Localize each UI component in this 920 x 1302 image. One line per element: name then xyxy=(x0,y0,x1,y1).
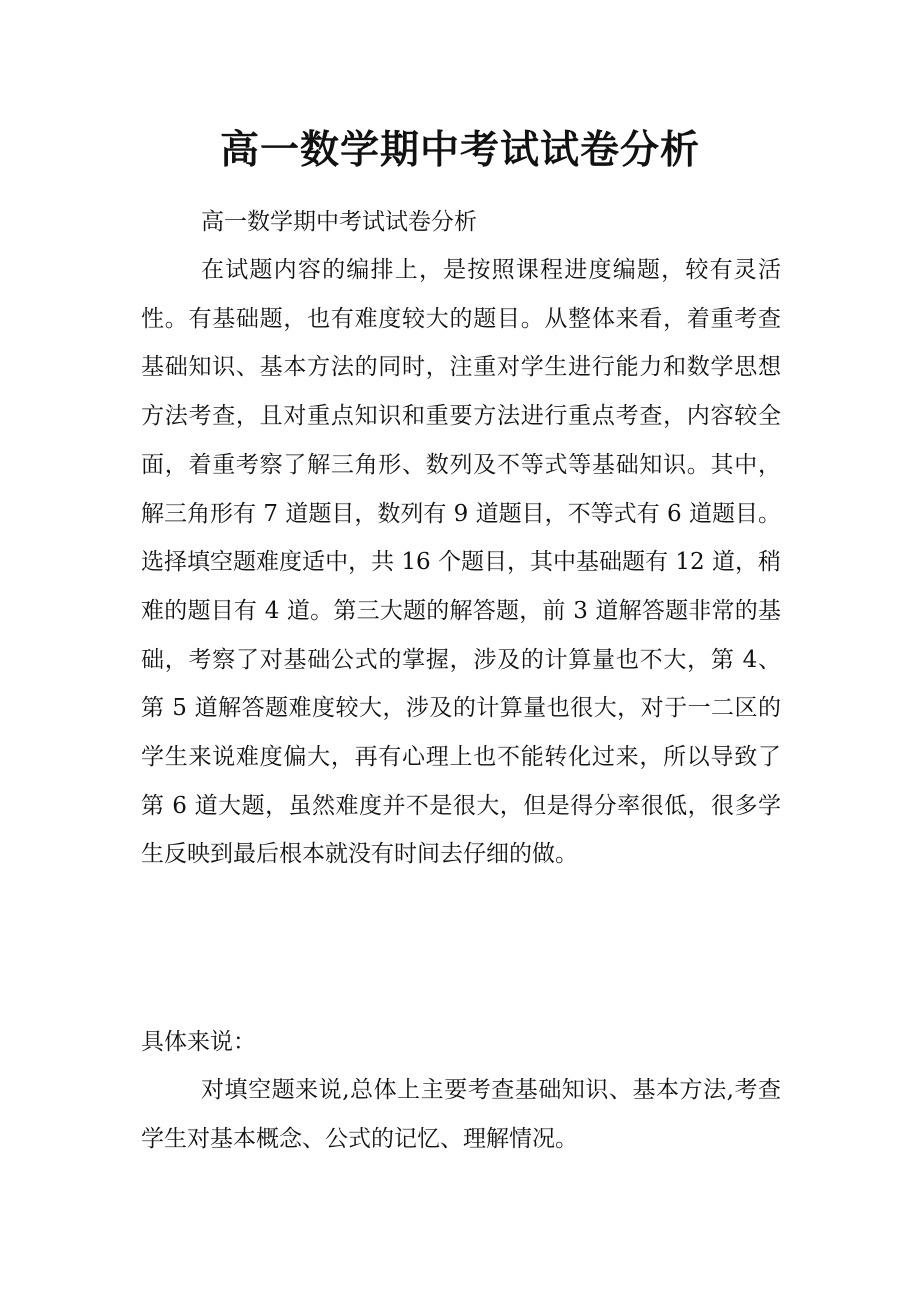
section-heading: 具体来说： xyxy=(141,1029,256,1055)
fill-in-blank-paragraph: 对填空题来说,总体上主要考查基础知识、基本方法,考查学生对基本概念、公式的记忆、理解情况。 xyxy=(141,1077,781,1152)
analysis-paragraph: 在试题内容的编排上，是按照课程进度编题，较有灵活性。有基础题，也有难度较大的题目。从整体来看，着重考查基础知识、基本方法的同时，注重对学生进行能力和数学思想方法考查，且对重点知识和重要方法进行重点考查，内容较全面，着重考察了解三角形、数列及不等式等基础知识。其中，解三角形有 7 道题目，数列有 9 道题目，不等式有 6 道题目。选择填空题难度适中，共 16 个题目，其中基础题有 12 道，稍难的题目有 4 道。第三大题的解答题，前 3 道解答题非常的基础，考察了对基础公式的掌握，涉及的计算量也不大，第 4、第 5 道解答题难度较大，涉及的计算量也很大，对于一二区的学生来说难度偏大，再有心理上也不能转化过来，所以导致了第 6 道大题，虽然难度并不是很大，但是得分率很低，很多学生反映到最后根本就没有时间去仔细的做。 xyxy=(141,257,781,868)
document-title: 高一数学期中考试试卷分析 xyxy=(219,127,700,173)
document-subtitle: 高一数学期中考试试卷分析 xyxy=(201,209,477,235)
